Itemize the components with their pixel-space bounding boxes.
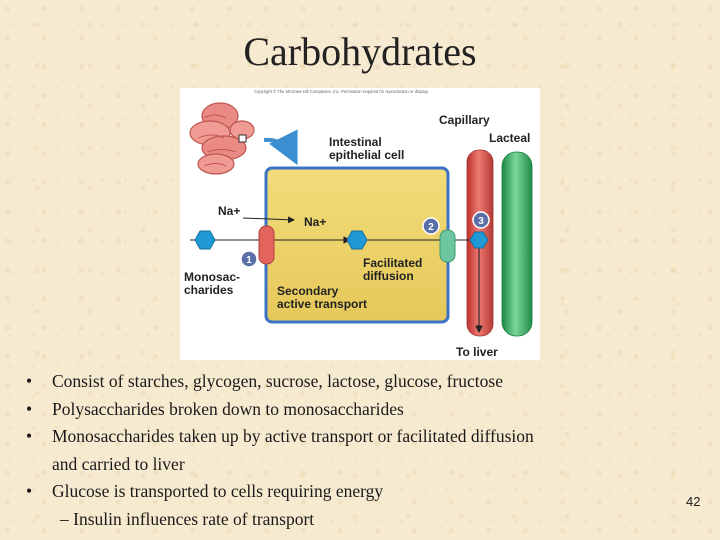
label-to-liver: To liver — [456, 345, 498, 359]
label-intestinal: Intestinal — [329, 135, 382, 149]
step-badge-3 — [473, 212, 489, 228]
zoom-arrow — [264, 140, 294, 158]
monosaccharide-hexagon — [195, 231, 215, 249]
page-number: 42 — [686, 494, 701, 509]
bullet-marker: • — [26, 398, 33, 419]
label-secondary-line1: Secondary — [277, 284, 339, 298]
sodium-glucose-symporter — [259, 226, 274, 264]
label-facilitated-line1: Facilitated — [363, 256, 423, 270]
lacteal-vessel — [502, 152, 532, 336]
copyright-notice: Copyright © The McGraw-Hill Companies, Inc. Permission required for reproduction or display. — [254, 89, 429, 94]
bullet-text-continued: and carried to liver — [52, 453, 185, 474]
svg-text:3: 3 — [478, 216, 484, 227]
facilitated-diffusion-carrier — [440, 230, 455, 262]
bullet-text: Polysaccharides broken down to monosaccharides — [52, 398, 404, 419]
bullet-text: Glucose is transported to cells requiring energy — [52, 481, 384, 501]
label-capillary: Capillary — [439, 113, 490, 127]
intestine-illustration — [190, 103, 254, 174]
slide-title: Carbohydrates — [243, 29, 477, 74]
label-monosaccharides-line1: Monosac- — [184, 270, 241, 284]
bullet-text: Consist of starches, glycogen, sucrose, lactose, glucose, fructose — [52, 371, 503, 391]
carbohydrate-absorption-figure — [180, 88, 540, 360]
bullet-marker: • — [26, 426, 33, 446]
absorption-diagram — [180, 88, 540, 360]
label-secondary-line2: active transport — [277, 297, 368, 311]
sub-bullet-marker: – — [60, 508, 69, 529]
bullet-item — [26, 396, 666, 424]
label-lacteal: Lacteal — [489, 131, 531, 145]
label-monosaccharides-line2: charides — [184, 283, 234, 297]
label-facilitated-line2: diffusion — [363, 269, 414, 283]
bullet-item — [26, 478, 666, 506]
bullet-text: Monosaccharides taken up by active transport or facilitated diffusion — [52, 426, 534, 446]
step-badge-2 — [423, 218, 439, 234]
sub-bullet-text: Insulin influences rate of transport — [73, 508, 315, 529]
bullet-item — [26, 423, 666, 478]
monosaccharide-hexagon — [347, 231, 367, 249]
step-badge-1 — [241, 251, 257, 267]
svg-text:2: 2 — [428, 222, 434, 233]
label-sodium-outside: Na+ — [218, 204, 241, 218]
bullet-marker: • — [26, 371, 33, 391]
label-sodium-inside: Na+ — [304, 215, 327, 229]
sub-bullet-item — [26, 506, 666, 534]
label-epithelial-cell: epithelial cell — [329, 148, 405, 162]
bullet-list — [26, 368, 666, 533]
svg-text:1: 1 — [246, 255, 252, 266]
bullet-item — [26, 368, 666, 396]
bullet-marker: • — [26, 481, 33, 501]
